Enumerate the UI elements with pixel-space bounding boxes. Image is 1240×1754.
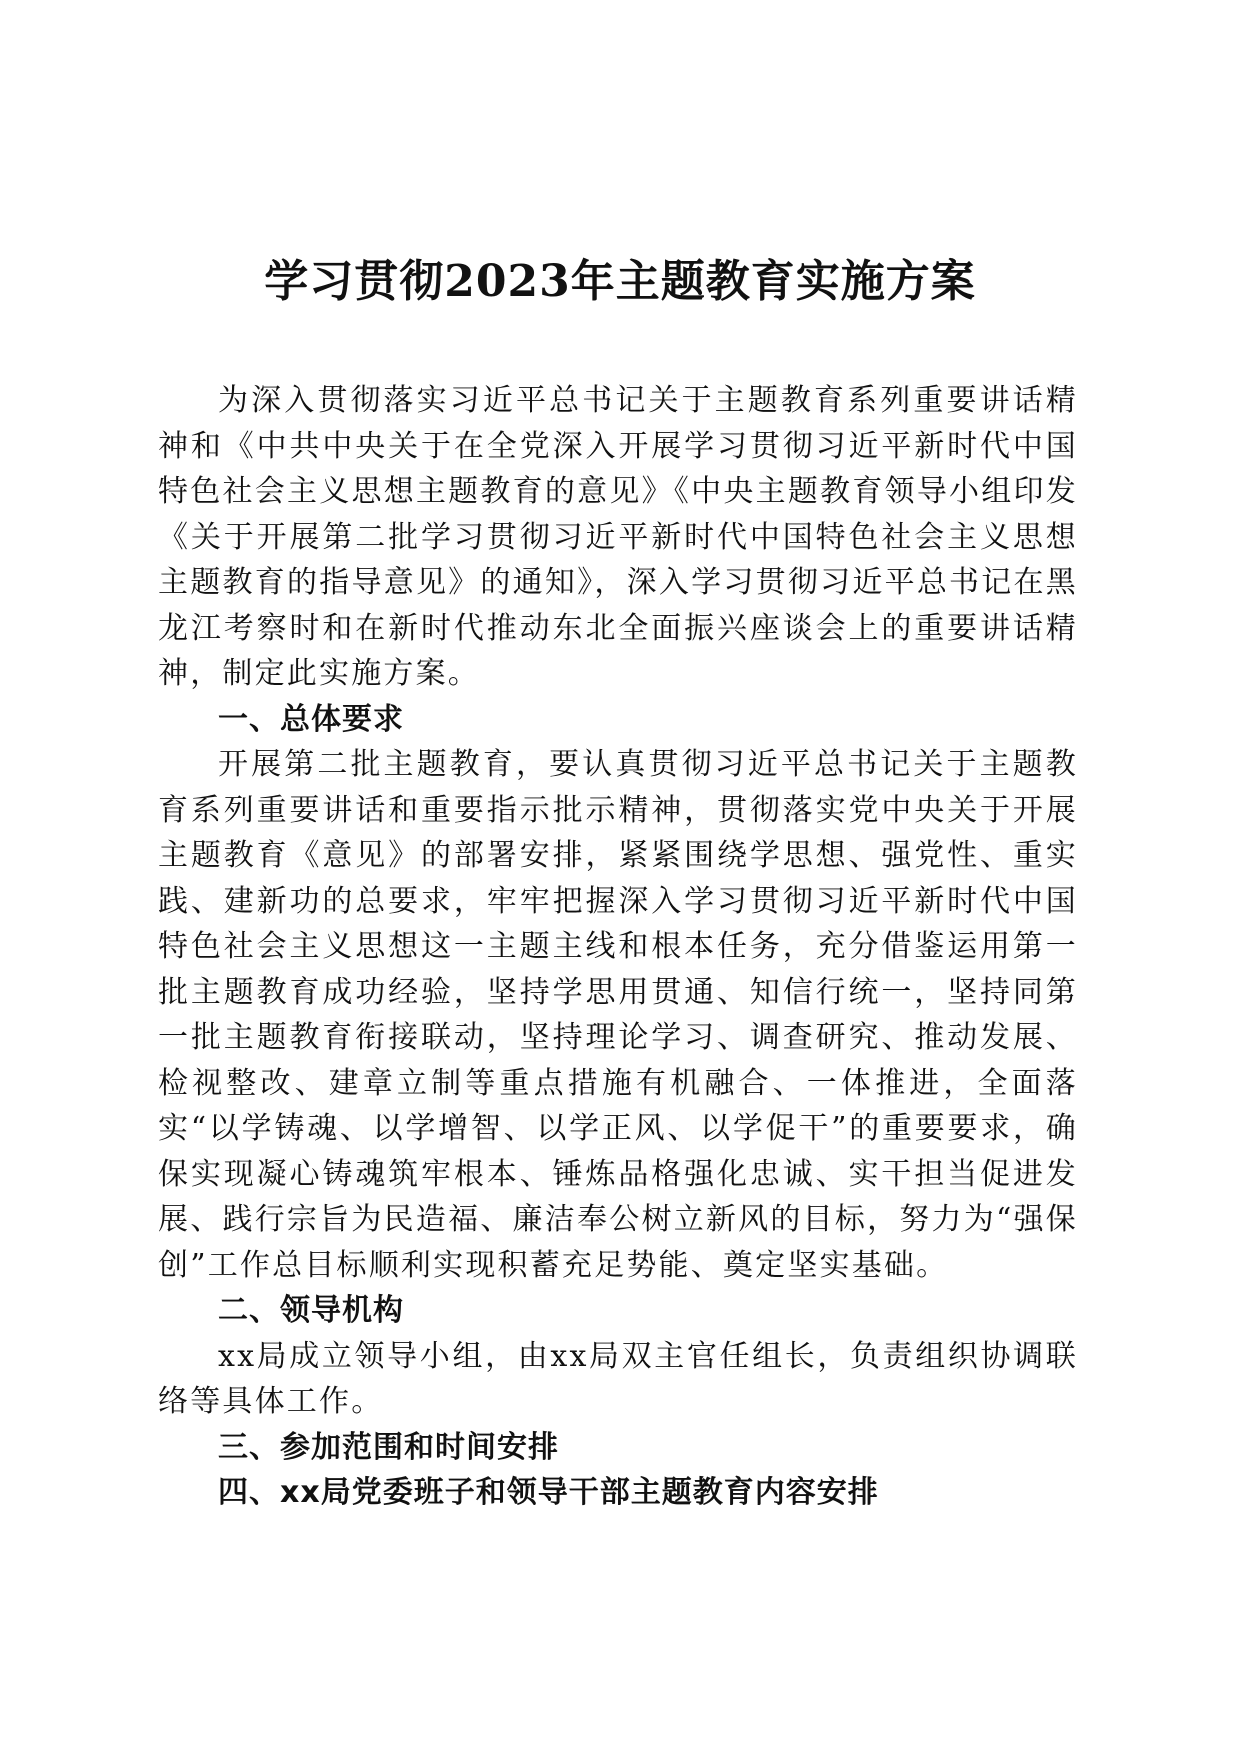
section-heading-content-arrangement: 四、xx局党委班子和领导干部主题教育内容安排 [218,1475,879,1510]
document-title: 学习贯彻2023年主题教育实施方案 [264,256,976,307]
section-body-leadership: xx局成立领导小组，由xx局双主官任组长，负责组织协调联络等具体工作。 [158,1338,1078,1419]
section-heading-overall-requirements: 一、总体要求 [218,701,404,737]
document-body [158,378,1078,1516]
section-heading-scope-schedule: 三、参加范围和时间安排 [218,1429,559,1465]
section-heading-leadership: 二、领导机构 [218,1293,404,1328]
section-body-overall-requirements: 开展第二批主题教育，要认真贯彻习近平总书记关于主题教育系列重要讲话和重要指示批示精神，贯彻落实党中央关于开展主题教育《意见》的部署安排，紧紧围绕学思想、强党性、重实践、建新功的总要求，牢牢把握深入学习贯彻习近平新时代中国特色社会主义思想这一主题主线和根本任务，充分借鉴运用第一批主题教育成功经验，坚持学思用贯通、知信行统一，坚持同第一批主题教育衔接联动，坚持理论学习、调查研究、推动发展、检视整改、建章立制等重点措施有机融合、一体推进，全面落实“以学铸魂、以学增智、以学正风、以学促干”的重要要求，确保实现凝心铸魂筑牢根本、锤炼品格强化忠诚、实干担当促进发展、践行宗旨为民造福、廉洁奉公树立新风的目标，努力为“强保创”工作总目标顺利实现积蓄充足势能、奠定坚实基础。 [158,747,1078,1283]
intro-paragraph: 为深入贯彻落实习近平总书记关于主题教育系列重要讲话精神和《中共中央关于在全党深入开展学习贯彻习近平新时代中国特色社会主义思想主题教育的意见》《中央主题教育领导小组印发《关于开展第二批学习贯彻习近平新时代中国特色社会主义思想主题教育的指导意见》的通知》，深入学习贯彻习近平总书记在黑龙江考察时和在新时代推动东北全面振兴座谈会上的重要讲话精神，制定此实施方案。 [158,383,1078,691]
